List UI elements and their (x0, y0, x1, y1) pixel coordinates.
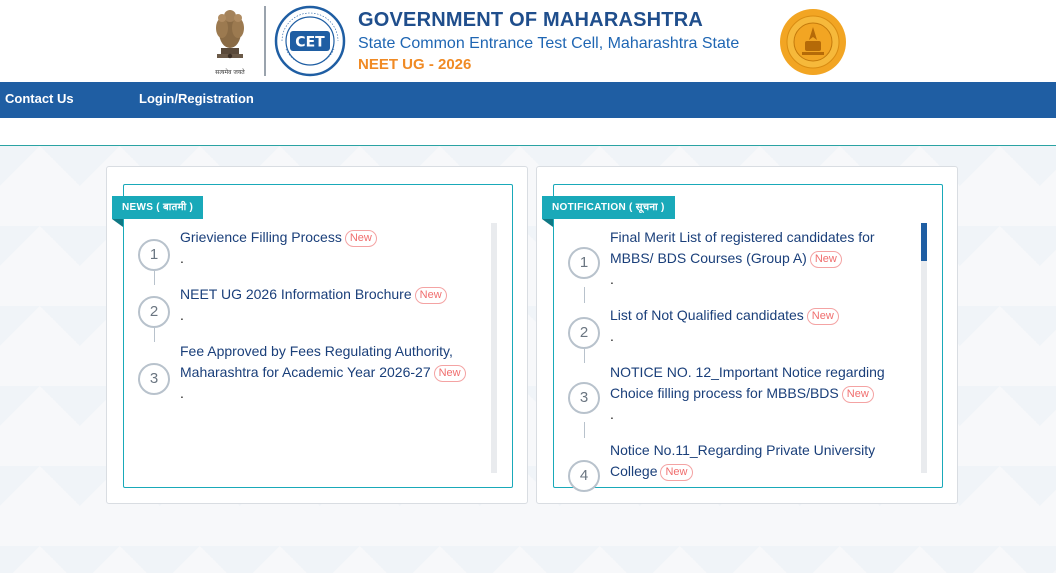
item-number: 2 (568, 317, 600, 349)
news-item-title[interactable]: Fee Approved by Fees Regulating Authority, Maharashtra for Academic Year 2026-27 (180, 343, 453, 380)
emblem-caption: सत्यमेव जयते (215, 69, 245, 76)
item-connector (584, 422, 585, 438)
notification-scrollbar[interactable] (921, 223, 927, 473)
notification-box (553, 184, 943, 488)
news-item-title[interactable]: NEET UG 2026 Information Brochure (180, 286, 412, 302)
new-badge: New (660, 464, 692, 481)
notification-panel (536, 166, 958, 504)
item-number: 3 (138, 363, 170, 395)
notification-item-title[interactable]: List of Not Qualified candidates (610, 307, 804, 323)
item-connector (154, 271, 155, 285)
item-number: 4 (568, 460, 600, 492)
item-connector (584, 349, 585, 363)
news-tag: NEWS ( बातमी ) (112, 196, 203, 219)
cet-logo-text: CET (295, 34, 325, 51)
header-title-block (358, 8, 739, 74)
new-badge: New (434, 365, 466, 382)
exam-name: NEET UG - 2026 (358, 56, 472, 73)
news-item-text[interactable] (180, 341, 480, 403)
item-suffix: . (180, 385, 184, 401)
site-header (0, 0, 1056, 82)
nav-contact-us[interactable]: Contact Us (5, 91, 74, 106)
item-connector (154, 328, 155, 342)
notification-item-text[interactable] (610, 362, 910, 424)
notification-item-text[interactable] (610, 305, 910, 346)
notification-tag: NOTIFICATION ( सूचना ) (542, 196, 675, 219)
maharashtra-seal-icon (778, 7, 848, 77)
item-suffix: . (180, 250, 184, 266)
notification-item-text[interactable] (610, 440, 910, 482)
news-item-text[interactable] (180, 284, 480, 325)
notification-item-title[interactable]: NOTICE NO. 12_Important Notice regarding Choice filling process for MBBS/BDS (610, 364, 885, 401)
notification-item-title[interactable]: Final Merit List of registered candidates for MBBS/ BDS Courses (Group A) (610, 229, 875, 266)
main-navbar (0, 82, 1056, 118)
news-box (123, 184, 513, 488)
item-suffix: . (610, 406, 614, 422)
cet-logo-icon (274, 5, 346, 77)
new-badge: New (345, 230, 377, 247)
item-connector (584, 287, 585, 303)
item-number: 2 (138, 296, 170, 328)
header-divider (264, 6, 266, 76)
item-number: 1 (568, 247, 600, 279)
item-suffix: . (180, 307, 184, 323)
news-list (138, 223, 478, 473)
item-suffix: . (610, 328, 614, 344)
news-scrollbar[interactable] (491, 223, 497, 473)
page-title: GOVERNMENT OF MAHARASHTRA (358, 9, 703, 31)
notification-scrollbar-thumb[interactable] (921, 223, 927, 261)
notification-item-text[interactable] (610, 227, 910, 289)
national-emblem-icon (207, 4, 253, 78)
nav-login-registration[interactable]: Login/Registration (139, 91, 254, 106)
new-badge: New (842, 386, 874, 403)
new-badge: New (415, 287, 447, 304)
news-item-title[interactable]: Grievience Filling Process (180, 229, 342, 245)
new-badge: New (810, 251, 842, 268)
page-subtitle: State Common Entrance Test Cell, Maharashtra State (358, 35, 740, 52)
news-panel (106, 166, 528, 504)
item-number: 3 (568, 382, 600, 414)
notification-list (568, 223, 908, 484)
new-badge: New (807, 308, 839, 325)
notification-item-title[interactable]: Notice No.11_Regarding Private University College (610, 442, 876, 479)
item-suffix: . (610, 271, 614, 287)
item-number: 1 (138, 239, 170, 271)
news-item-text[interactable] (180, 227, 480, 268)
sub-header-strip (0, 118, 1056, 146)
